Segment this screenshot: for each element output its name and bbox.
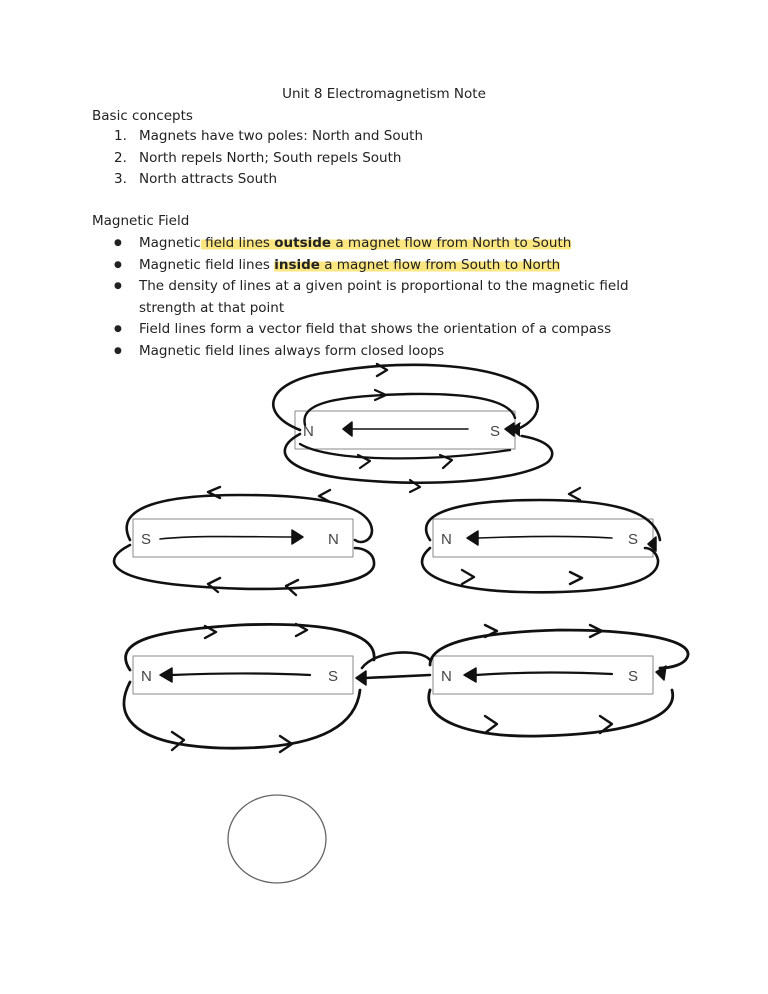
magnet-1-left-pole: N	[303, 423, 314, 440]
arrow-mark	[208, 578, 220, 592]
magnet-3-bar	[433, 519, 653, 557]
magnet-5-loop-bottom	[429, 690, 673, 736]
magnet-1-bar	[295, 411, 515, 449]
magnet-4-left-pole: N	[141, 668, 152, 685]
magnet-5-left-pole: N	[441, 668, 452, 685]
list-item: ● Magnetic field lines inside a magnet flow from South to North	[112, 255, 672, 277]
arrow-mark	[356, 671, 366, 685]
magnet-2-diagram	[114, 487, 374, 595]
magnet-4-right-pole: S	[328, 668, 339, 685]
magnet-3-left-pole: N	[441, 531, 452, 548]
list-item: ● Magnetic field lines always form closed loops	[112, 341, 672, 363]
list-item: 1. Magnets have two poles: North and South	[114, 128, 424, 144]
connecting-loop	[362, 652, 430, 668]
magnet-5-diagram	[429, 625, 688, 736]
magnet-3-diagram	[422, 488, 660, 592]
list-item: ● Magnetic field lines outside a magnet flow from North to South	[112, 233, 672, 255]
magnetic-field-heading: Magnetic Field	[92, 213, 190, 229]
arrow-mark	[462, 570, 474, 584]
magnet-1-diagram	[273, 364, 552, 492]
list-item: 2. North repels North; South repels South	[114, 149, 402, 166]
magnet-5-right-pole: S	[628, 668, 639, 685]
magnet-1-right-pole: S	[490, 423, 501, 440]
arrow-mark	[172, 732, 184, 750]
arrow-mark	[485, 716, 497, 733]
page-title: Unit 8 Electromagnetism Note	[282, 86, 486, 102]
basic-concepts-heading: Basic concepts	[92, 108, 193, 124]
list-item: ● Field lines form a vector field that shows the orientation of a compass	[112, 319, 672, 341]
compass-circle	[228, 795, 326, 883]
list-item: ● The density of lines at a given point is proportional to the magnetic field strength at that point	[112, 276, 672, 319]
magnet-2-left-pole: S	[141, 531, 152, 548]
arrow-mark	[570, 572, 582, 584]
magnet-2-right-pole: N	[328, 531, 339, 548]
magnet-4-diagram	[124, 624, 374, 752]
magnet-4-5-connection	[356, 652, 430, 685]
connecting-line	[365, 675, 430, 678]
list-item: 3. North attracts South	[114, 171, 278, 187]
arrow-mark	[569, 488, 580, 500]
magnet-3-right-pole: S	[628, 531, 639, 548]
